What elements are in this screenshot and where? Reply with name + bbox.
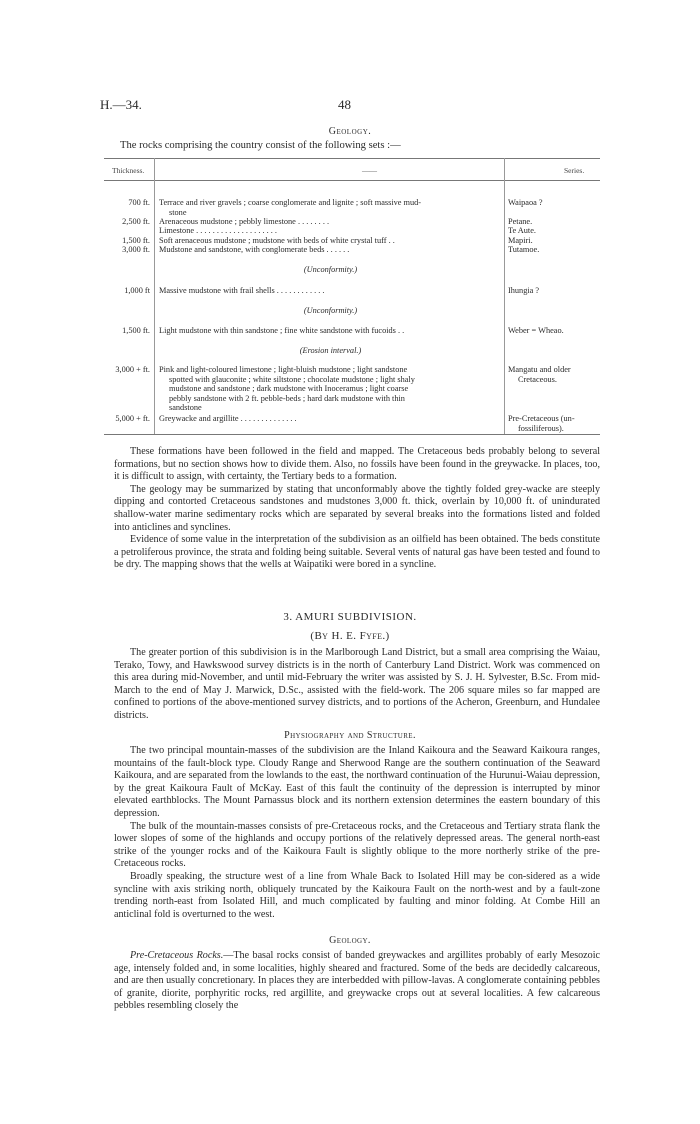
erosion-interval-note: (Erosion interval.) [299,346,362,355]
table-cell-description [159,286,499,296]
table-cell-thickness: 3,000 + ft. [115,365,150,374]
table-cell-thickness: 2,500 ft. [122,217,150,226]
table-header-rule [104,180,600,181]
body-paragraph: The bulk of the mountain-masses consists of pre-Cretaceous rocks, and the Cretaceous and Tertiary strata flank the lower slopes of some of the highlands and occupy portions of the relatively depressed areas. The general north-east strike of the younger rocks and of the Kaikoura Fault is slightly oblique to the more northerly strike of the pre-Cretaceous rocks. [114,820,600,870]
desc-line: mudstone and sandstone ; dark mudstone with Inoceramus ; light coarse [169,384,409,394]
series-line: Pre-Cretaceous (un- [508,414,575,423]
body-paragraph [114,950,600,1013]
body-paragraph: The geology may be summarized by stating that unconformably above the tightly folded grey-wacke are steeply dipping and contorted Cretaceous sandstones and mudstones 3,000 ft. thick, overlain by 10,000 ft. of unindurated shallow-water marine sedimentary rocks which are separated by several breaks into the formations listed and folded into anticlines and synclines. [114,483,600,533]
table-cell-thickness: 5,000 + ft. [115,414,150,423]
desc-line: stone [169,207,187,217]
table-cell-description [159,365,499,413]
desc-line: spotted with glauconite ; white siltstone ; chocolate mudstone ; light shaly [169,374,415,384]
body-paragraph: The greater portion of this subdivision is in the Marlborough Land District, but a small area comprising the Waiau, Terako, Towy, and Hawkswood survey districts is in the north of Canterbury Land District. Work was commenced on this area during mid-November, and until mid-February the writer was assisted by S. J. H. Sylvester, B.Sc. From mid-March to the end of May J. Marwick, D.Sc., assisted with the field-work. The 206 square miles so far mapped are confined to portions of the above-mentioned survey districts, and to portions of the Acheron, Greenburn, and Hundalee districts. [114,647,600,721]
table-top-rule [104,158,600,159]
table-cell-description [159,198,499,217]
physiography-heading: Physiography and Structure. [284,730,416,741]
table-cell-description [159,226,499,236]
page-header [0,97,700,113]
table-cell-thickness: 700 ft. [128,198,150,207]
table-col-divider [154,158,155,434]
body-paragraph: Evidence of some value in the interpretation of the subdivision as an oilfield has been obtained. The beds constitute a petroliferous province, the strata and folding being suitable. Several vents of natural gas have been tested and found to be dry. The mapping shows that the wells at Waipatiki were bored in a syncline. [114,534,600,571]
table-cell-thickness: 1,500 ft. [122,326,150,335]
table-col-divider [504,158,505,434]
table-cell-thickness: 1,000 ft [124,286,150,295]
table-cell-series: Waipaoa ? [508,198,543,207]
body-paragraph: The two principal mountain-masses of the subdivision are the Inland Kaikoura and the Seaward Kaikoura ranges, mountains of the fault-block type. Cloudy Range and Sherwood Range are the southern continuation of the Seaward Kaikoura, and are separated from the lowlands to the east, the northward continuation of the Hurunui-Waiau depression, by the great Kaikoura Fault of McKay. East of this fault the continuity of the depression is interrupted by minor elevated earthblocks. The Mount Parnassus block and its northern extension determines the eastern boundary of this depression. [114,745,600,819]
body-paragraph: Broadly speaking, the structure west of a line from Whale Back to Isolated Hill may be con-sidered as a wide syncline with axis striking north, obliquely truncated by the Kaikoura Fault on the north-west and by a fault-zone trending north-east from Isolated Hill, and much complicated by faulting and minor folding. At Combe Hill an anticlinal fold is overturned to the west. [114,870,600,920]
paragraph-text: —The basal rocks consist of banded greywackes and argillites probably of early Mesozoic age, intensely folded and, in some localities, highly sheared and fractured. Some of the beds are decidedly calcareous, and are then usually concretionary. In places they are interbedded with pillow-lavas. A conglomerate containing pebbles of granite, diorite, porphyritic rocks, red argillite, and greywacke crops out at several localities. A few calcareous pebbles resembling closely the [114,950,600,1012]
table-cell-series: Mapiri. [508,236,533,245]
formations-paragraphs [114,446,600,572]
desc-line: Massive mudstone with frail shells . . . . . . . . . . . . [159,286,325,295]
section-title: 3. AMURI SUBDIVISION. [283,611,417,623]
desc-line: Soft arenaceous mudstone ; mudstone with beds of white crystal tuff . . [159,236,395,245]
paragraph-lead: Pre-Cretaceous Rocks. [130,950,224,961]
desc-line: Pink and light-coloured limestone ; light-bluish mudstone ; light sandstone [159,365,408,374]
intro-text: The rocks comprising the country consist of the following sets :— [120,140,401,151]
amuri-intro-paragraph [114,647,600,723]
desc-line: Greywacke and argillite . . . . . . . . . . . . . . [159,414,297,423]
table-cell-thickness: 1,500 ft. [122,236,150,245]
desc-line: sandstone [169,403,202,413]
table-cell-thickness: 3,000 ft. [122,245,150,254]
desc-line: Light mudstone with thin sandstone ; fine white sandstone with fucoids . . [159,326,405,335]
section-author: (By H. E. Fyfe.) [310,630,390,642]
table-bottom-rule [104,434,600,435]
table-cell-series: Petane. [508,217,533,226]
table-cell-description [159,414,499,424]
series-line: Cretaceous. [518,374,557,384]
geology-subheading: Geology. [329,935,371,946]
col-header-thickness: Thickness. [112,166,145,175]
col-header-series: Series. [564,166,585,175]
col-header-description: —— [362,166,377,175]
table-cell-series [508,365,600,384]
series-line: Mangatu and older [508,365,571,374]
desc-line: Arenaceous mudstone ; pebbly limestone . . . . . . . . [159,217,330,226]
table-cell-series: Weber = Wheao. [508,326,564,335]
unconformity-note: (Unconformity.) [303,265,358,274]
geology-heading: Geology. [328,126,372,137]
table-cell-series: Tutamoe. [508,245,540,254]
body-paragraph: These formations have been followed in the field and mapped. The Cretaceous beds probably belong to several formations, but no section shows how to divide them. Also, no fossils have been found in the greywacke. In places, too, it is difficult to assign, with certainty, the Tertiary beds to a formation. [114,446,600,483]
table-cell-series [508,414,600,433]
desc-line: Limestone . . . . . . . . . . . . . . . . . . . . [159,226,277,235]
unconformity-note: (Unconformity.) [303,306,358,315]
physiography-paragraphs [114,745,600,921]
table-cell-description [159,245,499,255]
table-cell-series: Te Aute. [508,226,536,235]
page-number: 48 [338,97,351,112]
desc-line: pebbly sandstone with 2 ft. pebble-beds ; hard dark mudstone with thin [169,393,405,403]
series-line: fossiliferous). [518,423,564,433]
table-cell-description [159,326,499,336]
table-cell-series: Ihungia ? [508,286,540,295]
desc-line: Mudstone and sandstone, with conglomerate beds . . . . . . [159,245,350,254]
desc-line: Terrace and river gravels ; coarse conglomerate and lignite ; soft massive mud- [159,198,422,207]
pre-cretaceous-paragraph [114,950,600,1013]
report-code: H.—34. [100,97,142,112]
